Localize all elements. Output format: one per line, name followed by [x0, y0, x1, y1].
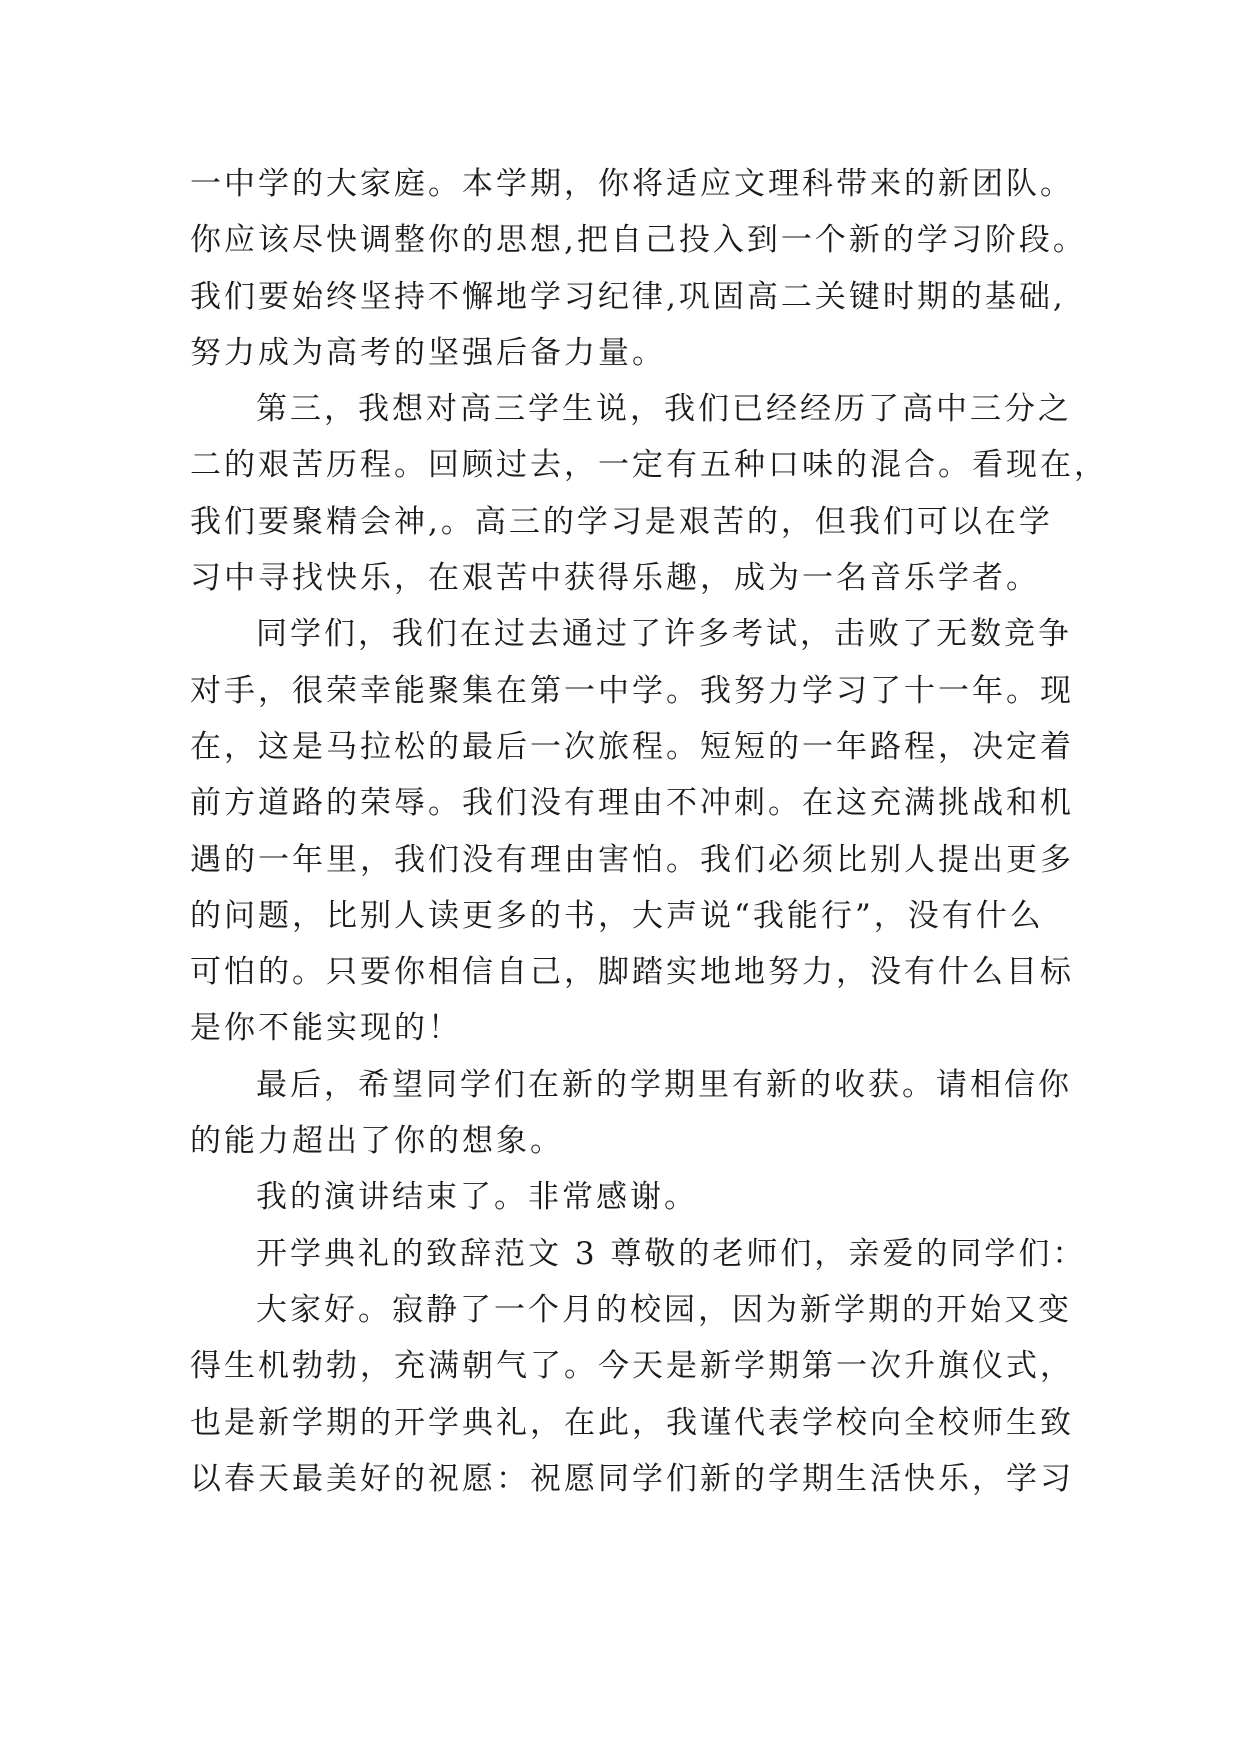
text-line: 我们要聚精会神,。高三的学习是艰苦的，但我们可以在学	[190, 503, 1053, 540]
paragraph-first-line: 同学们，我们在过去通过了许多考试，击败了无数竞争	[256, 616, 1072, 653]
text-line: 遇的一年里，我们没有理由害怕。我们必须比别人提出更多	[190, 841, 1074, 878]
text-line: 你应该尽快调整你的思想,把自己投入到一个新的学习阶段。	[190, 222, 1087, 259]
text-line: 是你不能实现的！	[190, 1010, 462, 1047]
text-line: 也是新学期的开学典礼，在此，我谨代表学校向全校师生致	[190, 1404, 1074, 1441]
text-line: 的问题，比别人读更多的书，大声说“我能行”，没有什么	[190, 897, 1044, 934]
section-heading-line: 开学典礼的致辞范文 3 尊敬的老师们，亲爱的同学们：	[256, 1235, 1087, 1272]
text-line: 以春天最美好的祝愿：祝愿同学们新的学期生活快乐，学习	[190, 1460, 1074, 1497]
document-body	[190, 156, 1108, 1507]
paragraph-first-line: 第三，我想对高三学生说，我们已经经历了高中三分之	[256, 391, 1072, 428]
text-line: 一中学的大家庭。本学期，你将适应文理科带来的新团队。	[190, 166, 1074, 202]
paragraph-first-line: 大家好。寂静了一个月的校园，因为新学期的开始又变	[256, 1291, 1072, 1328]
text-line: 对手，很荣幸能聚集在第一中学。我努力学习了十一年。现	[190, 672, 1074, 709]
text-line: 我们要始终坚持不懈地学习纪律,巩固高二关键时期的基础,	[190, 278, 1066, 315]
text-line: 前方道路的荣辱。我们没有理由不冲刺。在这充满挑战和机	[190, 785, 1074, 822]
text-line: 习中寻找快乐，在艰苦中获得乐趣，成为一名音乐学者。	[190, 560, 1040, 597]
text-line: 努力成为高考的坚强后备力量。	[190, 334, 666, 371]
text-line: 可怕的。只要你相信自己，脚踏实地地努力，没有什么目标	[190, 954, 1074, 991]
text-line: 的能力超出了你的想象。	[190, 1123, 564, 1160]
paragraph-first-line: 我的演讲结束了。非常感谢。	[256, 1179, 698, 1216]
text-line: 二的艰苦历程。回顾过去，一定有五种口味的混合。看现在，	[190, 447, 1108, 484]
paragraph-first-line: 最后，希望同学们在新的学期里有新的收获。请相信你	[256, 1066, 1072, 1103]
text-line: 在，这是马拉松的最后一次旅程。短短的一年路程，决定着	[190, 728, 1074, 765]
text-line: 得生机勃勃，充满朝气了。今天是新学期第一次升旗仪式，	[190, 1348, 1074, 1385]
